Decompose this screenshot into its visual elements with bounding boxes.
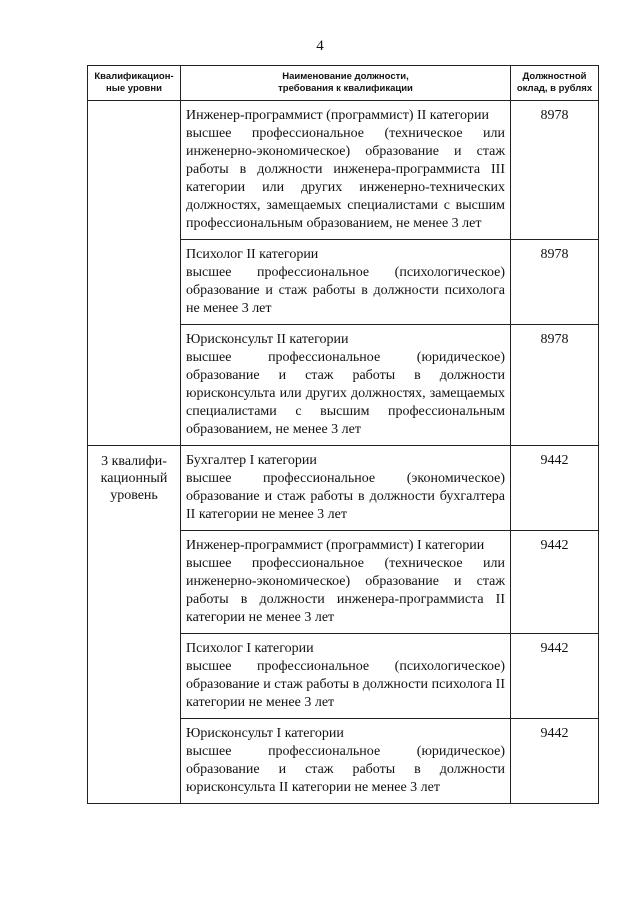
level-label: 3 квалифи- кационный уровень [100, 454, 168, 503]
position-title: Бухгалтер I категории [186, 453, 317, 468]
position-requirements: высшее профессиональное (техническое или инженерно-экономическое) образование и стаж работы в должности инженера-программиста III категории или других инженерно-технических должностях, замещаемых специалистами с высшим профессиональным образованием, не менее 3 лет [186, 126, 505, 231]
position-cell [181, 531, 511, 634]
salary-cell: 9442 [511, 719, 599, 804]
header-salary: Должностной оклад, в рублях [511, 66, 599, 101]
position-title: Инженер-программист (программист) I категории [186, 538, 485, 553]
salary-cell: 9442 [511, 446, 599, 531]
position-requirements: высшее профессиональное (экономическое) образование и стаж работы в должности бухгалтера II категории не менее 3 лет [186, 471, 505, 522]
position-requirements: высшее профессиональное (психологическое) образование и стаж работы в должности психолога не менее 3 лет [186, 265, 505, 316]
qualification-table [87, 65, 599, 804]
salary-cell: 8978 [511, 240, 599, 325]
position-title: Психолог II категории [186, 247, 319, 262]
position-title: Инженер-программист (программист) II категории [186, 108, 489, 123]
level-cell-continued [88, 101, 181, 446]
position-title: Юрисконсульт I категории [186, 726, 344, 741]
position-cell [181, 446, 511, 531]
position-cell [181, 719, 511, 804]
position-requirements: высшее профессиональное (юридическое) образование и стаж работы в должности юрисконсульта II категории не менее 3 лет [186, 744, 505, 795]
salary-cell: 9442 [511, 634, 599, 719]
position-title: Психолог I категории [186, 641, 314, 656]
position-cell [181, 634, 511, 719]
position-requirements: высшее профессиональное (юридическое) образование и стаж работы в должности юрисконсульта или других должностях, замещаемых специалистами с высшим профессиональным образованием, не менее 3 лет [186, 350, 505, 437]
header-qualification-levels: Квалификацион- ные уровни [88, 66, 181, 101]
table-row [88, 101, 599, 240]
page-number: 4 [316, 38, 324, 54]
position-cell [181, 325, 511, 446]
position-requirements: высшее профессиональное (психологическое) образование и стаж работы в должности психолога II категории не менее 3 лет [186, 659, 505, 710]
table-header-row [88, 66, 599, 101]
position-requirements: высшее профессиональное (техническое или инженерно-экономическое) образование и стаж работы в должности инженера-программиста II категории не менее 3 лет [186, 556, 505, 625]
table-row [88, 446, 599, 531]
position-cell [181, 101, 511, 240]
position-title: Юрисконсульт II категории [186, 332, 349, 347]
position-cell [181, 240, 511, 325]
header-position-requirements: Наименование должности, требования к квалификации [181, 66, 511, 101]
salary-cell: 9442 [511, 531, 599, 634]
salary-cell: 8978 [511, 101, 599, 240]
level-cell [88, 446, 181, 804]
salary-cell: 8978 [511, 325, 599, 446]
